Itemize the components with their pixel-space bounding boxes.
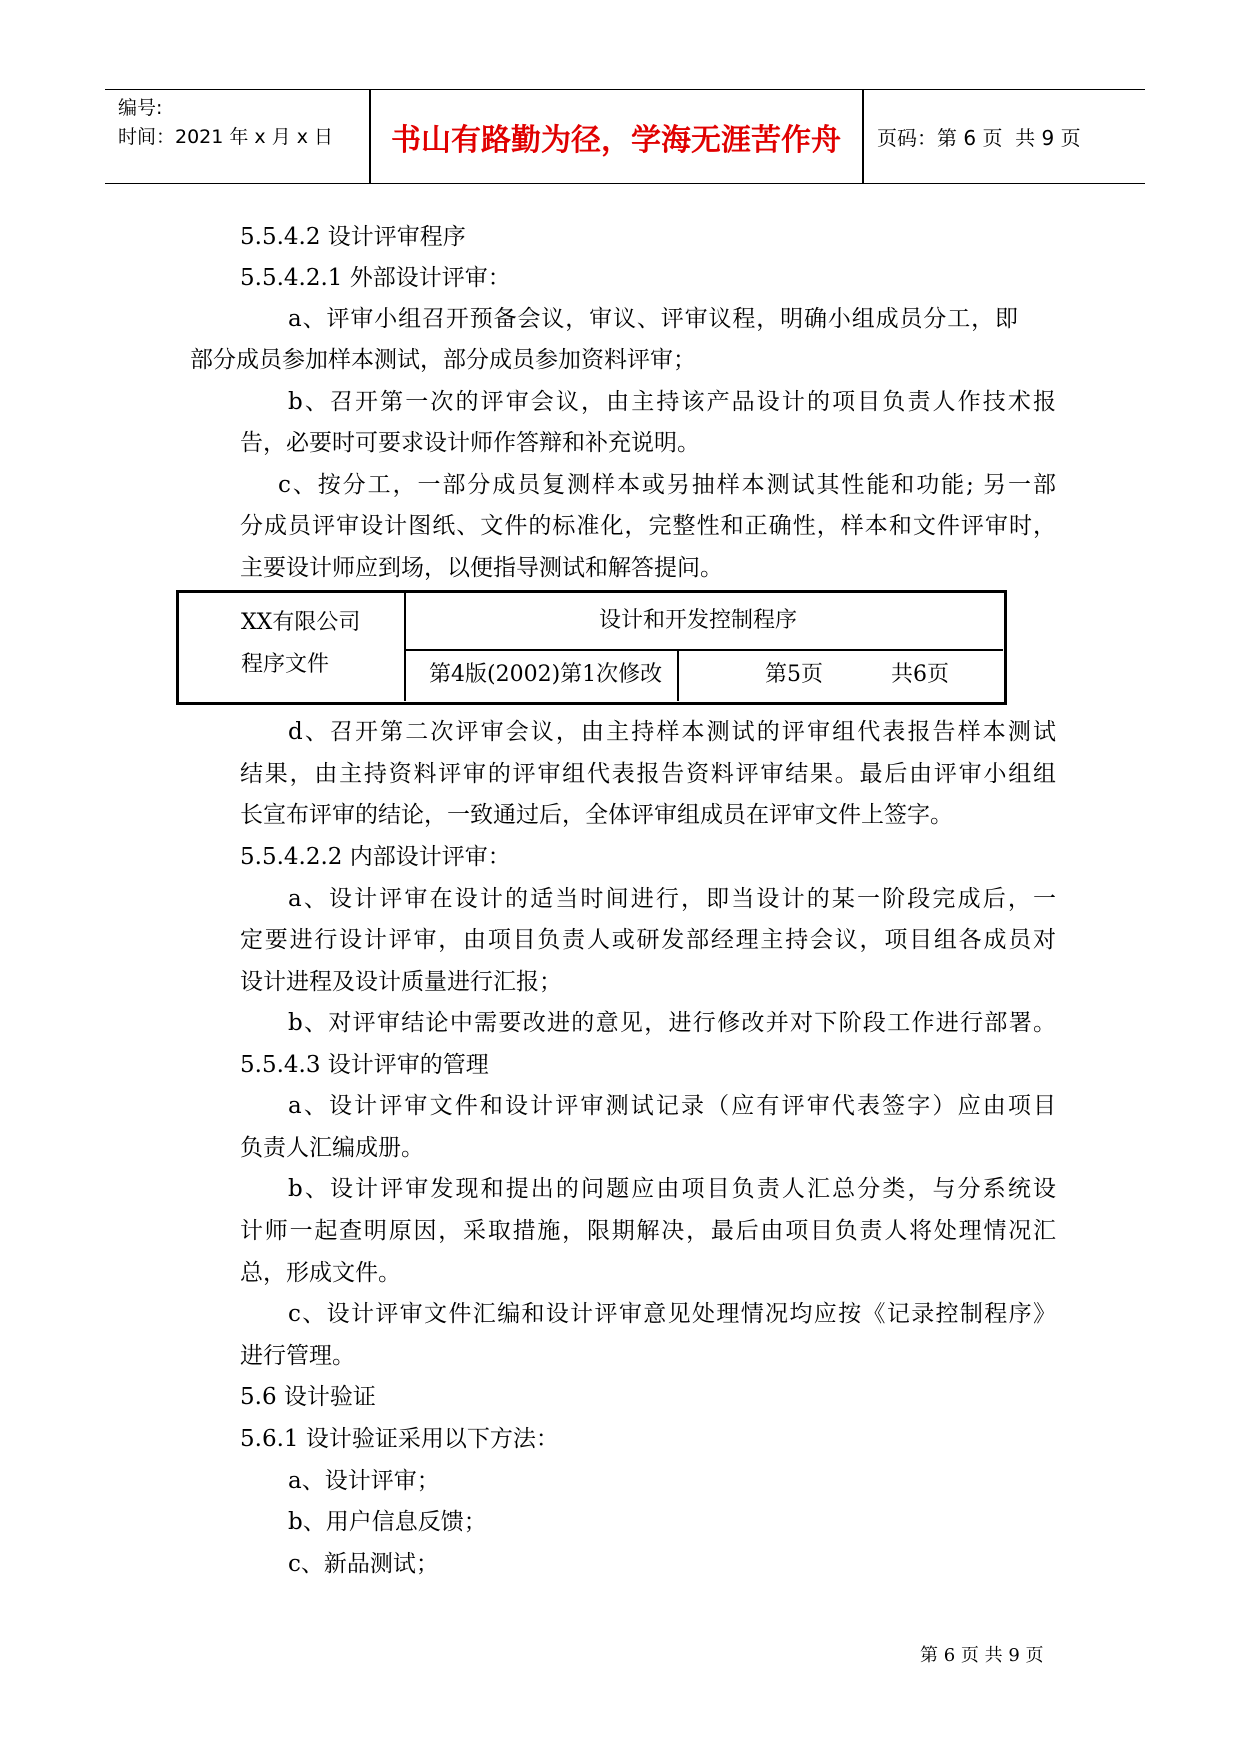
paragraph-line: a、设计评审在设计的适当时间进行，即当设计的某一阶段完成后，一 (288, 886, 1056, 912)
paragraph-line: 告，必要时可要求设计师作答辩和补充说明。 (240, 430, 700, 456)
paragraph-line: b、召开第一次的评审会议，由主持该产品设计的项目负责人作技术报 (288, 389, 1056, 415)
subsection-heading: 5.5.4.2.2 内部设计评审： (240, 844, 511, 870)
table-title: 设计和开发控制程序 (599, 608, 798, 633)
list-item: b、用户信息反馈； (288, 1509, 487, 1535)
page-header (105, 89, 1145, 184)
paragraph-line: b、设计评审发现和提出的问题应由项目负责人汇总分类，与分系统设 (288, 1176, 1056, 1202)
table-divider (405, 649, 1003, 651)
paragraph-line: 设计进程及设计质量进行汇报； (240, 969, 562, 995)
table-total: 共6页 (891, 662, 949, 687)
list-item: a、设计评审； (288, 1468, 440, 1494)
table-divider (677, 649, 679, 701)
table-version: 第4版(2002)第1次修改 (429, 662, 663, 687)
header-number-label: 编号: (118, 97, 163, 119)
list-item: c、新品测试； (288, 1551, 439, 1577)
paragraph-line: 结果，由主持资料评审的评审组代表报告资料评审结果。最后由评审小组组 (240, 761, 1056, 787)
paragraph-line: 总，形成文件。 (240, 1260, 401, 1286)
table-divider (404, 593, 406, 701)
paragraph-line: a、设计评审文件和设计评审测试记录（应有评审代表签字）应由项目 (288, 1093, 1056, 1119)
paragraph-line: c、设计评审文件汇编和设计评审意见处理情况均应按《记录控制程序》 (288, 1301, 1056, 1327)
header-divider (862, 90, 864, 183)
paragraph-line: 部分成员参加样本测试，部分成员参加资料评审； (190, 347, 696, 373)
paragraph-line: 计师一起查明原因，采取措施，限期解决，最后由项目负责人将处理情况汇 (240, 1218, 1056, 1244)
paragraph-line: 长宣布评审的结论，一致通过后，全体评审组成员在评审文件上签字。 (240, 802, 953, 828)
header-motto: 书山有路勤为径，学海无涯苦作舟 (391, 122, 841, 158)
paragraph-line: d、召开第二次评审会议，由主持样本测试的评审组代表报告样本测试 (288, 719, 1056, 745)
header-page-label: 页码：第 6 页 共 9 页 (877, 126, 1081, 150)
section-heading: 5.5.4.3 设计评审的管理 (240, 1052, 489, 1078)
header-meta (118, 94, 333, 152)
subsection-heading: 5.6.1 设计验证采用以下方法： (240, 1426, 559, 1452)
paragraph-line: 定要进行设计评审，由项目负责人或研发部经理主持会议，项目组各成员对 (240, 927, 1056, 953)
paragraph-line: c、按分工，一部分成员复测样本或另抽样本测试其性能和功能; 另一部 (278, 472, 1056, 498)
subsection-heading: 5.5.4.2.1 外部设计评审： (240, 265, 511, 291)
document-info-table (176, 590, 1007, 705)
section-heading: 5.5.4.2 设计评审程序 (240, 224, 466, 250)
header-time-label: 时间：2021 年 x 月 x 日 (118, 126, 334, 148)
paragraph-line: 分成员评审设计图纸、文件的标准化，完整性和正确性，样本和文件评审时， (240, 513, 1056, 539)
paragraph-line: b、对评审结论中需要改进的意见，进行修改并对下阶段工作进行部署。 (288, 1010, 1056, 1036)
paragraph-line: a、评审小组召开预备会议，审议、评审议程，明确小组成员分工，即 (288, 306, 1018, 332)
table-page: 第5页 (765, 662, 823, 687)
paragraph-line: 主要设计师应到场，以便指导测试和解答提问。 (240, 555, 723, 581)
page-footer: 第 6 页 共 9 页 (920, 1645, 1044, 1666)
table-company: XX有限公司 (241, 610, 361, 635)
paragraph-line: 负责人汇编成册。 (240, 1135, 424, 1161)
section-heading: 5.6 设计验证 (240, 1384, 376, 1410)
table-doc-type: 程序文件 (241, 652, 330, 677)
paragraph-line: 进行管理。 (240, 1343, 355, 1369)
